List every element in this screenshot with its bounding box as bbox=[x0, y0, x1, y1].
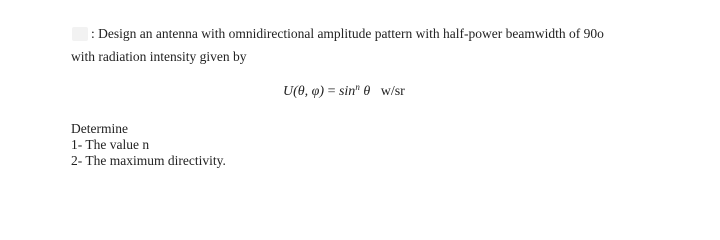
formula-equals: = bbox=[324, 84, 339, 99]
determine-heading: Determine bbox=[71, 121, 128, 136]
redacted-question-number bbox=[72, 27, 88, 41]
question-text-line-2: with radiation intensity given by bbox=[71, 49, 247, 64]
formula-exponent: n bbox=[355, 82, 360, 92]
formula-lhs: U(θ, φ) bbox=[283, 84, 325, 99]
formula-function: sin bbox=[338, 84, 356, 99]
formula-argument: θ bbox=[359, 84, 371, 99]
task-item-2: 2- The maximum directivity. bbox=[71, 153, 226, 168]
radiation-intensity-formula bbox=[283, 84, 405, 100]
task-item-1: 1- The value n bbox=[71, 137, 150, 152]
question-text-line-1: : Design an antenna with omnidirectional amplitude pattern with half-power beamwidth of 90o bbox=[91, 26, 604, 41]
formula-units: w/sr bbox=[380, 84, 405, 99]
